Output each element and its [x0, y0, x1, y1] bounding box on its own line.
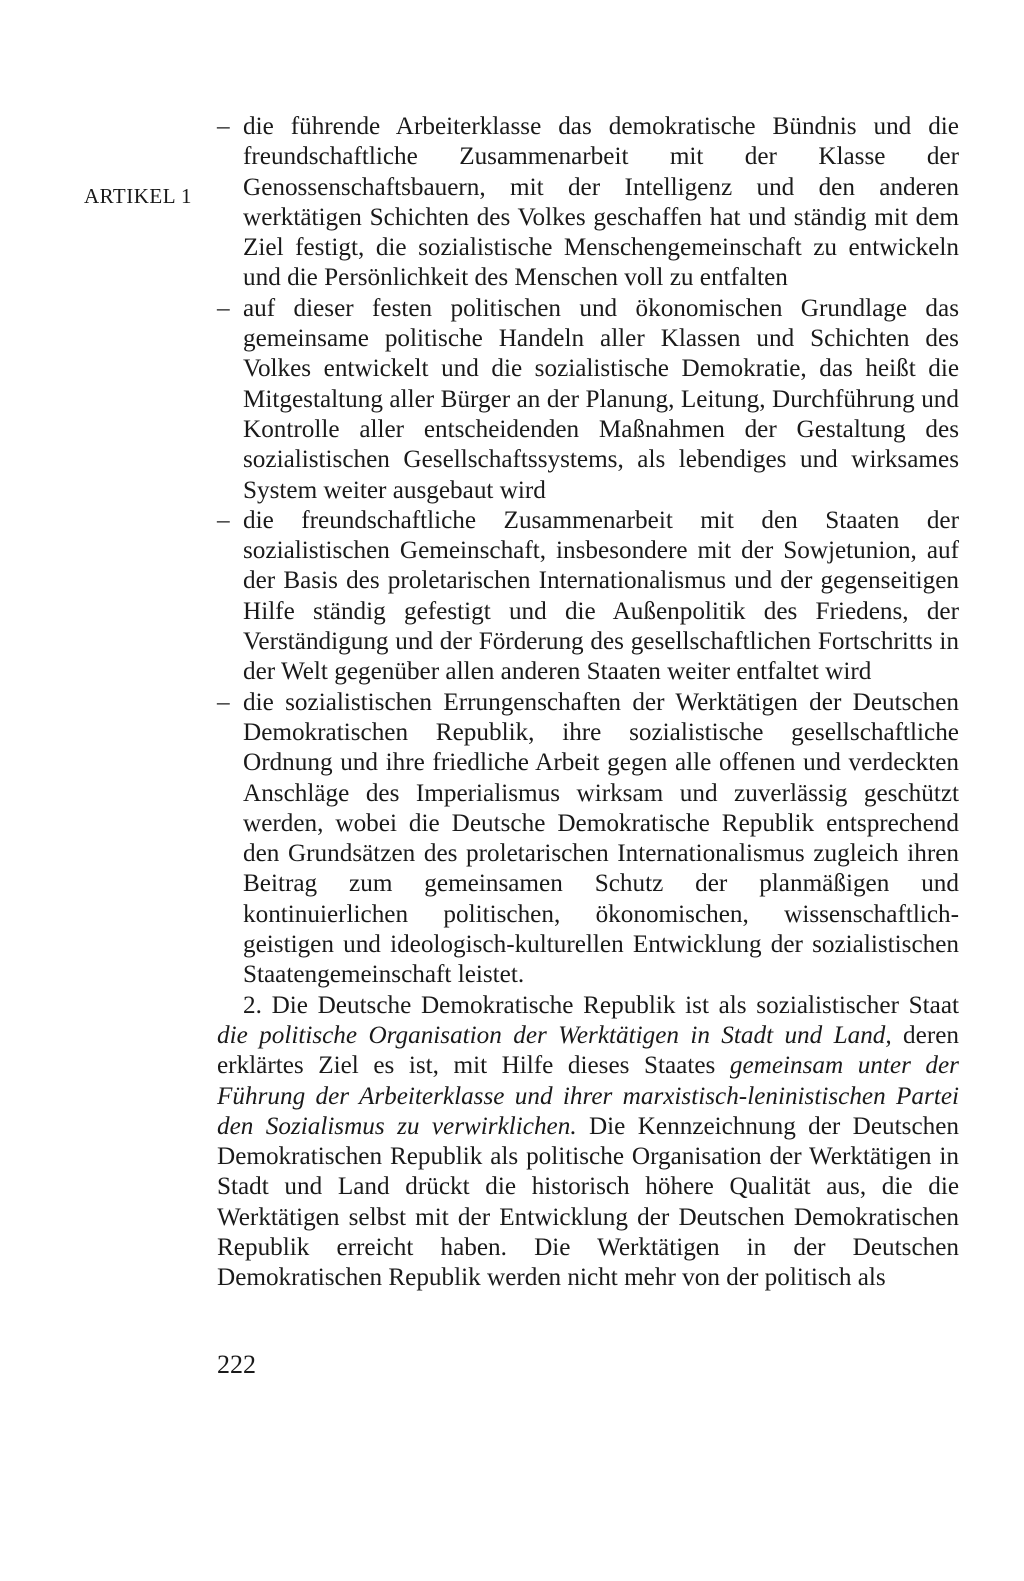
list-item-text: die freundschaftliche Zusammenarbeit mit den Staaten der sozialistischen Gemeinschaft, insbesondere mit der Sowjetunion, auf der Basis des proletarischen Internationalismus und der gegenseitigen Hilfe ständig gefestigt und die Außenpolitik des Friedens, der Verständigung und der Förderung des gesellschaftlichen Fortschritts in der Welt gegenüber allen anderen Staaten weiter entfaltet wird — [243, 506, 959, 686]
list-item-text: auf dieser festen politischen und ökonomischen Grundlage das gemeinsame politische Handeln aller Klassen und Schichten des Volkes entwickelt und die sozialistische Demokratie, das heißt die Mitgestaltung aller Bürger an der Planung, Leitung, Durchführung und Kontrolle aller entscheidenden Maßnahmen der Gestaltung des sozialistischen Gesellschaftssystems, als lebendiges und wirksames System weiter ausgebaut wird — [243, 294, 959, 504]
list-dash: – — [217, 294, 230, 322]
list-dash: – — [217, 113, 230, 140]
paragraph-emphasis: gemeinsam unter der Führung der Arbeiterklasse und ihrer marxistisch-leninistischen Partei den Sozialismus zu verwirklichen. — [217, 1052, 959, 1140]
paragraph-text: 2. Die Deutsche Demokratische Republik ist als sozialistischer Staat — [243, 991, 959, 1019]
list-item — [217, 294, 959, 506]
article-margin-label: ARTIKEL 1 — [84, 184, 193, 208]
list-item-text: die führende Arbeiterklasse das demokratische Bündnis und die freundschaftliche Zusammenarbeit mit der Klasse der Genossenschaftsbauern, mit der Intelligenz und den anderen werktätigen Schichten des Volkes geschaffen hat und ständig mit dem Ziel festigt, die sozialistische Menschengemeinschaft zu entwickeln und die Persönlichkeit des Menschen voll zu entfalten — [243, 113, 959, 292]
list-item — [217, 112, 959, 294]
list-item — [217, 688, 959, 991]
list-dash: – — [217, 688, 230, 716]
paragraph-emphasis: die politische Organisation der Werktätigen in Stadt und Land, — [217, 1021, 892, 1049]
list-item-text: die sozialistischen Errungenschaften der Werktätigen der Deutschen Demokratischen Republik, ihre sozialistische gesellschaftliche Ordnung und ihre friedliche Arbeit gegen alle offenen und verdeckten Anschläge des Imperialismus wirksam und zuverlässig geschützt werden, wobei die Deutsche Demokratische Republik entsprechend den Grundsätzen des proletarischen Internationalismus zugleich ihren Beitrag zum gemeinsamen Schutz der planmäßigen und kontinuierlichen politischen, ökonomischen, wissenschaftlich-geistigen und ideologisch-kulturellen Entwicklung der sozialistischen Staatengemeinschaft leistet. — [243, 688, 959, 989]
list-item — [217, 506, 959, 688]
page-number: 222 — [217, 1350, 256, 1379]
list-dash: – — [217, 506, 230, 534]
body-text — [217, 112, 959, 1294]
paragraph-2 — [217, 991, 959, 1294]
paragraph-text: Die Kennzeichnung der Deutschen Demokratischen Republik als politische Organisation der Werktätigen in Stadt und Land drückt die historisch höhere Qualität aus, die die Werktätigen selbst mit der Entwicklung der Deutschen Demokratischen Republik erreicht haben. Die Werktätigen in der Deutschen Demokratischen Republik werden nicht mehr von der politisch als — [217, 1112, 959, 1292]
paragraph-text: deren erklärtes Ziel es ist, mit Hilfe dieses Staates — [217, 1021, 959, 1080]
